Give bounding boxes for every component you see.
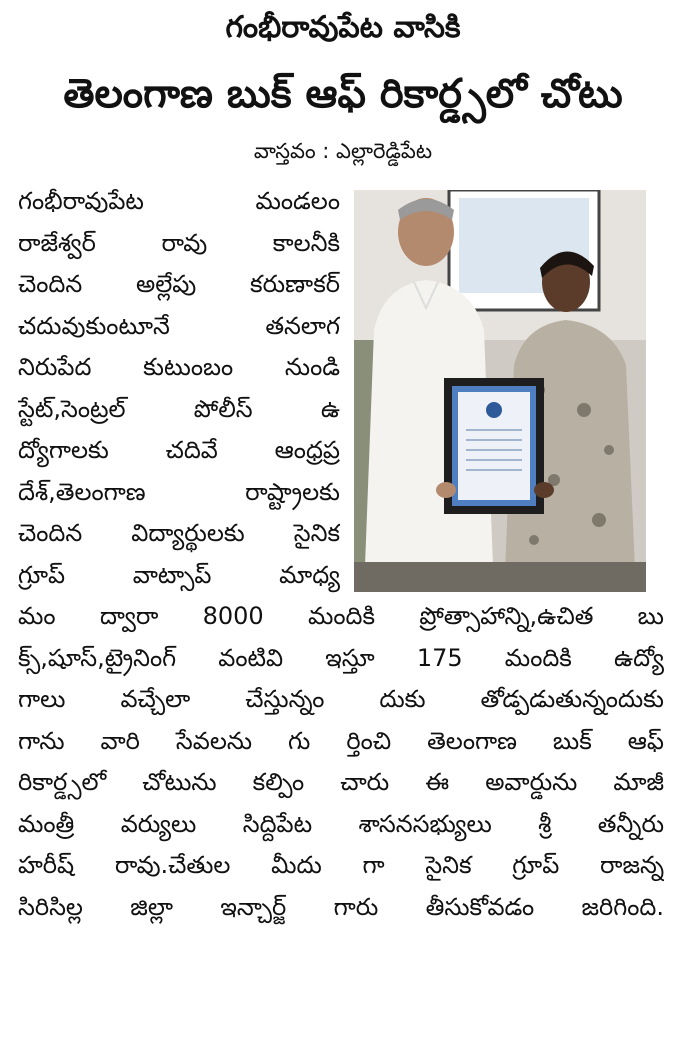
body-line: రాజేశ్వర్ రావు కాలనీకి [18,228,340,257]
body-line: గంభీరావుపేట మండలం [18,187,340,215]
body-line: ద్యోగాలకు చదివే ఆంధ్రప్ర [18,436,340,464]
body-line: రికార్డ్సలో చోటును కల్పిం చారు ఈ అవార్డును మాజీ [18,768,664,796]
body-line: గాలు వచ్చేలా చేస్తున్నం దుకు తోడ్పడుతున్నందుకు [18,685,664,713]
dateline: వాస్తవం : ఎల్లారెడ్డిపేట [253,139,433,163]
body-line: స్టేట్,సెంట్రల్ పోలీస్ ఉ [18,394,340,423]
body-line: చెందిన అల్లేపు కరుణాకర్ [18,270,340,298]
headline-top: గంభీరావుపేట వాసికి [225,10,461,45]
body-line: నిరుపేద కుటుంబం నుండి [18,353,340,381]
body-line: హరీష్ రావు.చేతుల మీదు గా సైనిక గ్రూప్ రాజన్న [18,851,664,879]
body-line: గాను వారి సేవలను గు ర్తించి తెలంగాణ బుక్ ఆఫ్ [18,726,664,755]
headline-main: తెలంగాణ బుక్ ఆఫ్ రికార్డ్సలో చోటు [63,71,623,117]
body-line: చదువుకుంటూనే తనలాగ [18,311,340,340]
body-line: క్స్,షూస్,ట్రైనింగ్ వంటివి ఇస్తూ 175 మందికి ఉద్యో [18,643,664,672]
body-line: మంత్రీ వర్యులు సిద్దిపేట శాసనసభ్యులు శ్రీ తన్నీరు [18,809,664,838]
body-line: సిరిసిల్ల జిల్లా ఇన్చార్జ్ గారు తీసుకోవడం జరిగింది. [18,892,664,921]
body-line: చెందిన విద్యార్థులకు సైనిక [18,519,340,547]
body-line: గ్రూప్ వాట్సాప్ మాధ్య [18,560,340,589]
body-line: దేశ్,తెలంగాణ రాష్ట్రాలకు [18,477,340,506]
article-body [18,181,664,928]
body-line: మం ద్వారా 8000 మందికి ప్రోత్సాహాన్ని,ఉచిత బు [18,602,664,630]
